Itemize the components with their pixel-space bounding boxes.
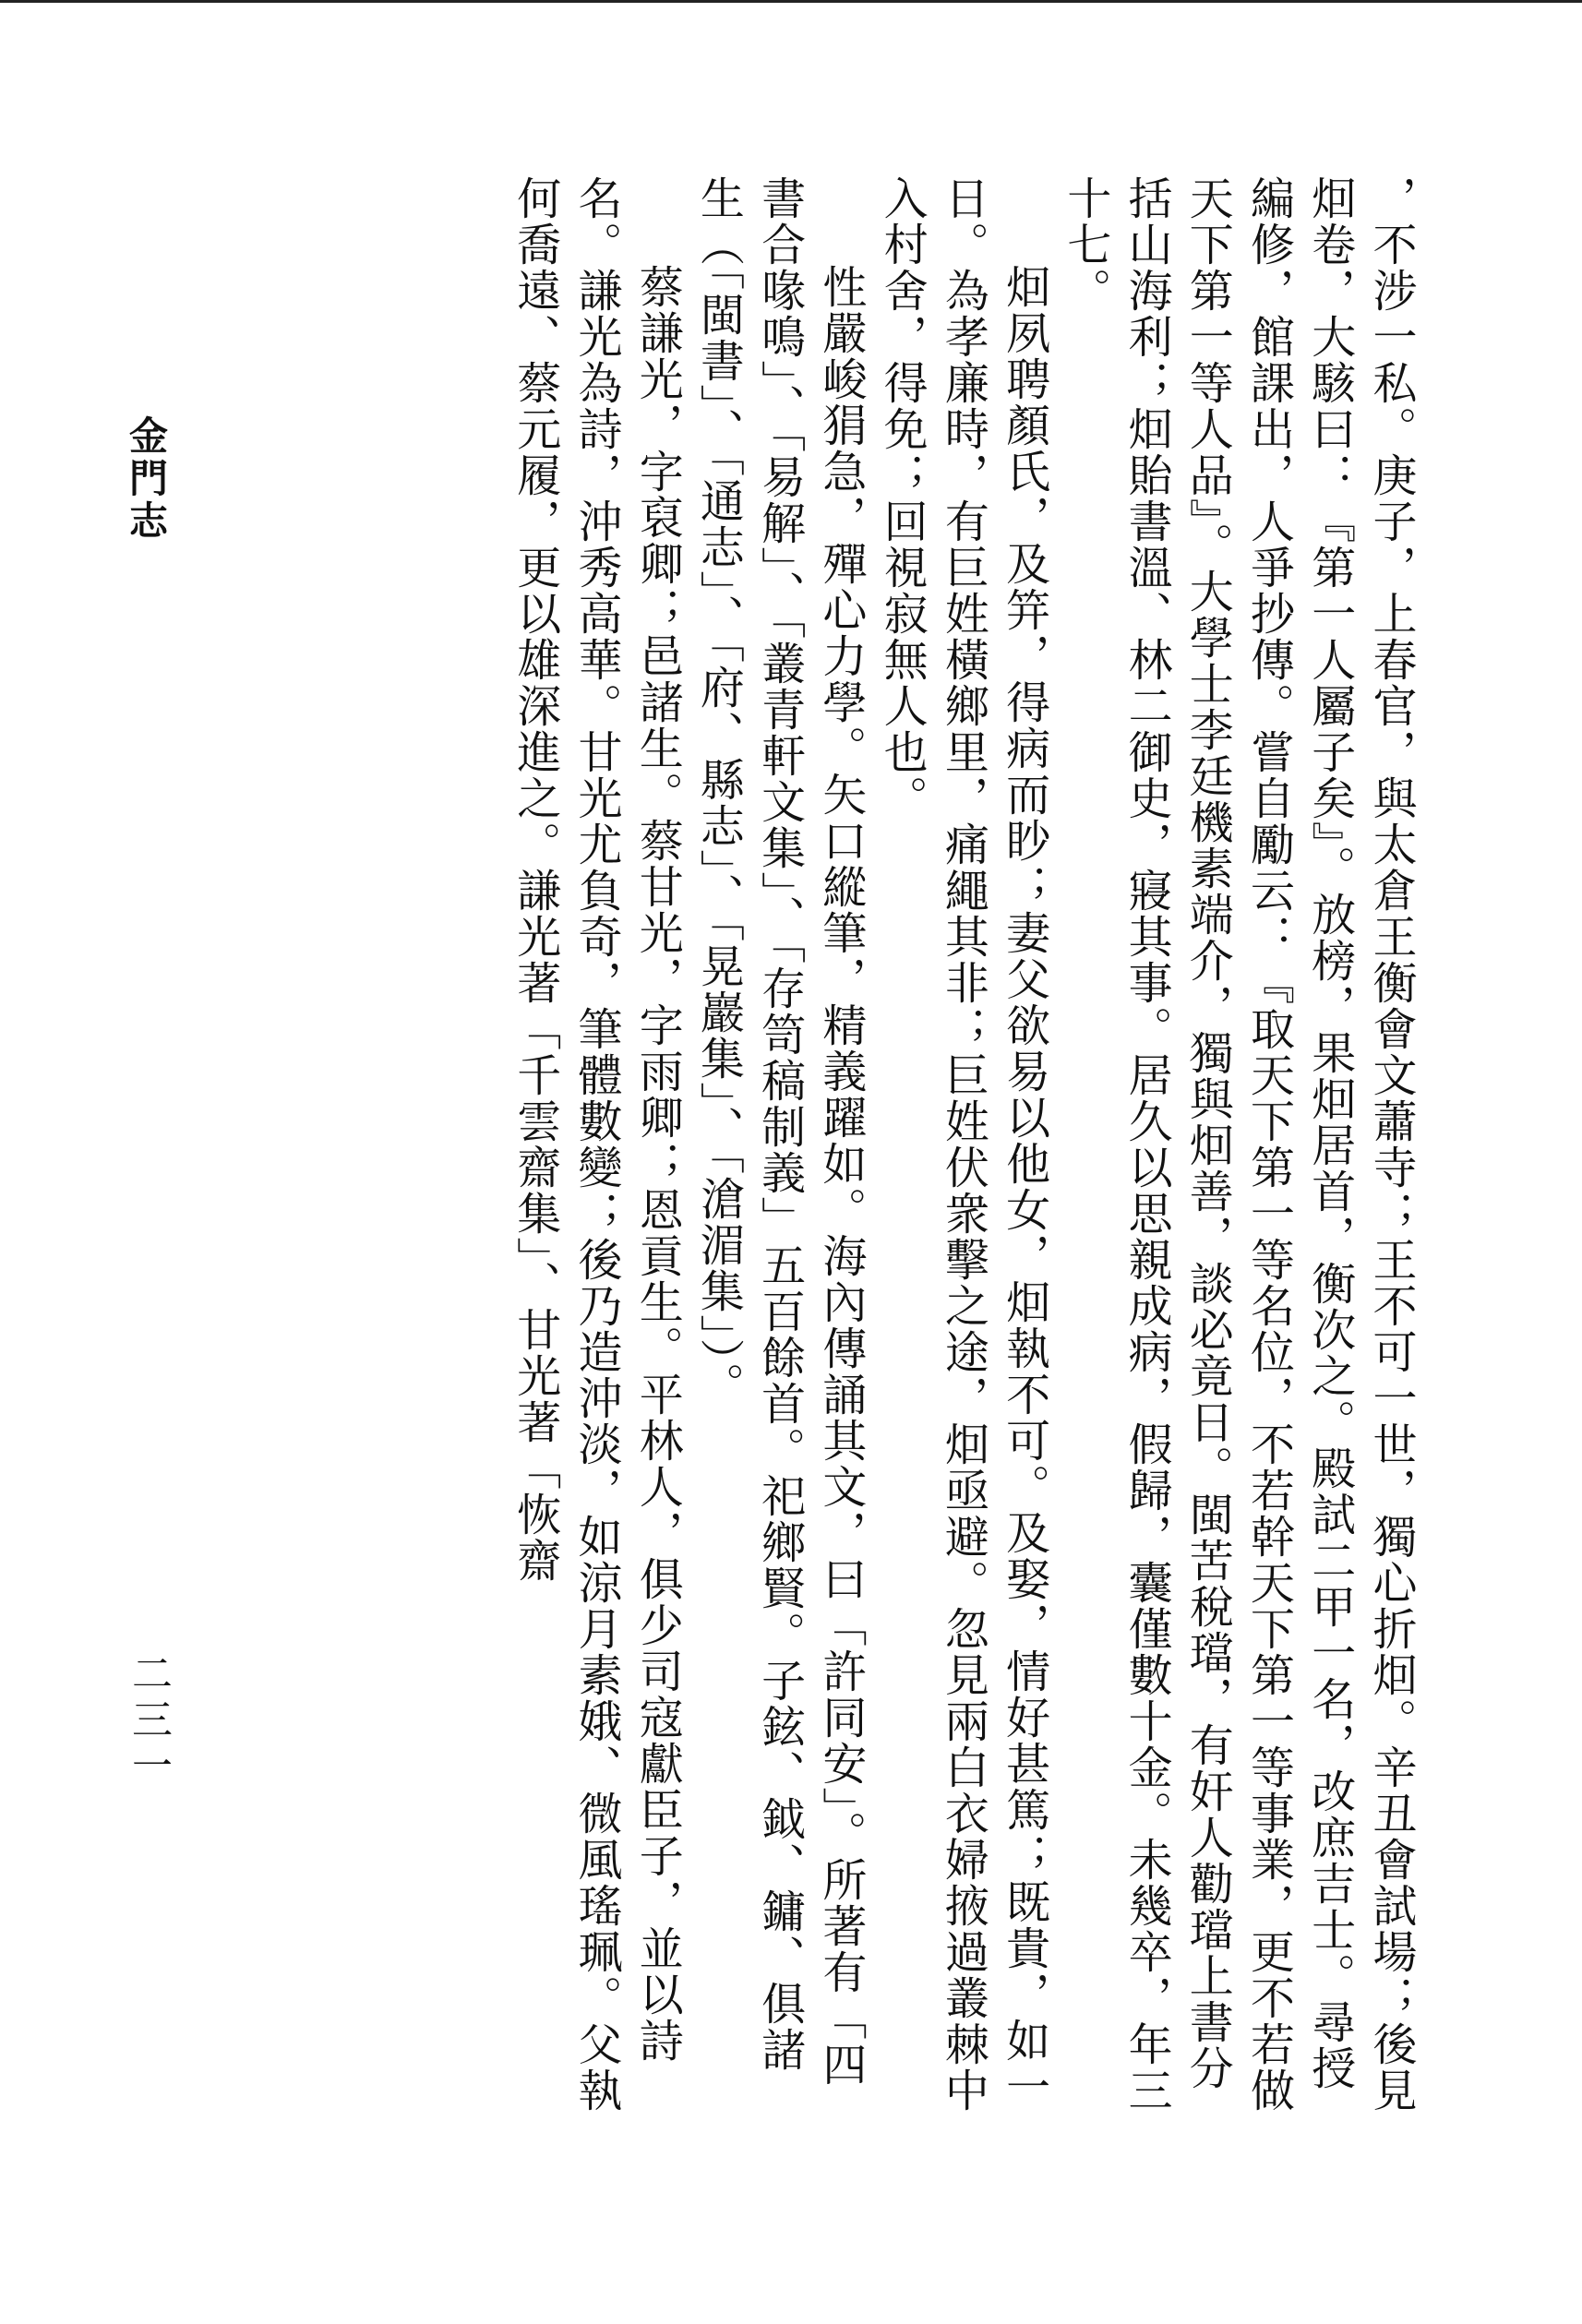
main-text-block: [189, 175, 1421, 2114]
paragraph-cai-brothers: 蔡謙光，字裒卿；邑諸生。蔡甘光，字雨卿；恩貢生。平林人，俱少司寇獻臣子，並以詩名。謙光為詩，沖秀高華。甘光尤負奇，筆體數變；後乃造沖淡，如涼月素娥、微風瑤珮。父執何喬遠、蔡元履，更以雄深進之。謙光著「千雲齋集」、甘光著「恢齋: [509, 175, 684, 2114]
running-title: 金門志: [124, 415, 169, 543]
paragraph-xu-works: 性嚴峻狷急，殫心力學。矢口縱筆，精義躍如。海內傳誦其文，曰「許同安」。所著有「四書合喙鳴」、「易解」、「叢青軒文集」、「存笥稿制義」五百餘首。祀鄉賢。子鉉、鉞、鏞、俱諸生（「閩書」、「通志」、「府、縣志」、「晃巖集」、「滄湄集」）。: [692, 175, 867, 2088]
paragraph-xu-marriage: 𤇆夙聘顏氏，及笄，得病而眇；妻父欲易以他女，𤇆執不可。及娶，情好甚篤；既貴，如一日。為孝廉時，有巨姓橫鄉里，痛繩其非；巨姓伏衆擊之途，𤇆亟避。忽見兩白衣婦掖過叢棘中入村舍，得免；回視寂無人也。: [876, 175, 1050, 2114]
page-number: 二三一: [125, 1652, 172, 1791]
top-border-line: [0, 0, 1582, 3]
paragraph-xu-biography-continued: ，不涉一私。庚子，上春官，與太倉王衡會文蕭寺；王不可一世，獨心折𤇆。辛丑會試場；後見𤇆卷，大駭曰：『第一人屬子矣』。放榜，果𤇆居首，衡次之。殿試二甲一名，改庶吉士。尋授編修，館課出，人爭抄傳。嘗自勵云：『取天下第一等名位，不若幹天下第一等事業，更不若做天下第一等人品』。大學士李廷機素端介，獨與𤇆善，談必竟日。閩苦稅璫，有奸人勸璫上書分括山海利；𤇆貽書溫、林二御史，寢其事。居久以思親成病，假歸，囊僅數十金。未幾卒，年三十七。: [1059, 175, 1417, 2114]
